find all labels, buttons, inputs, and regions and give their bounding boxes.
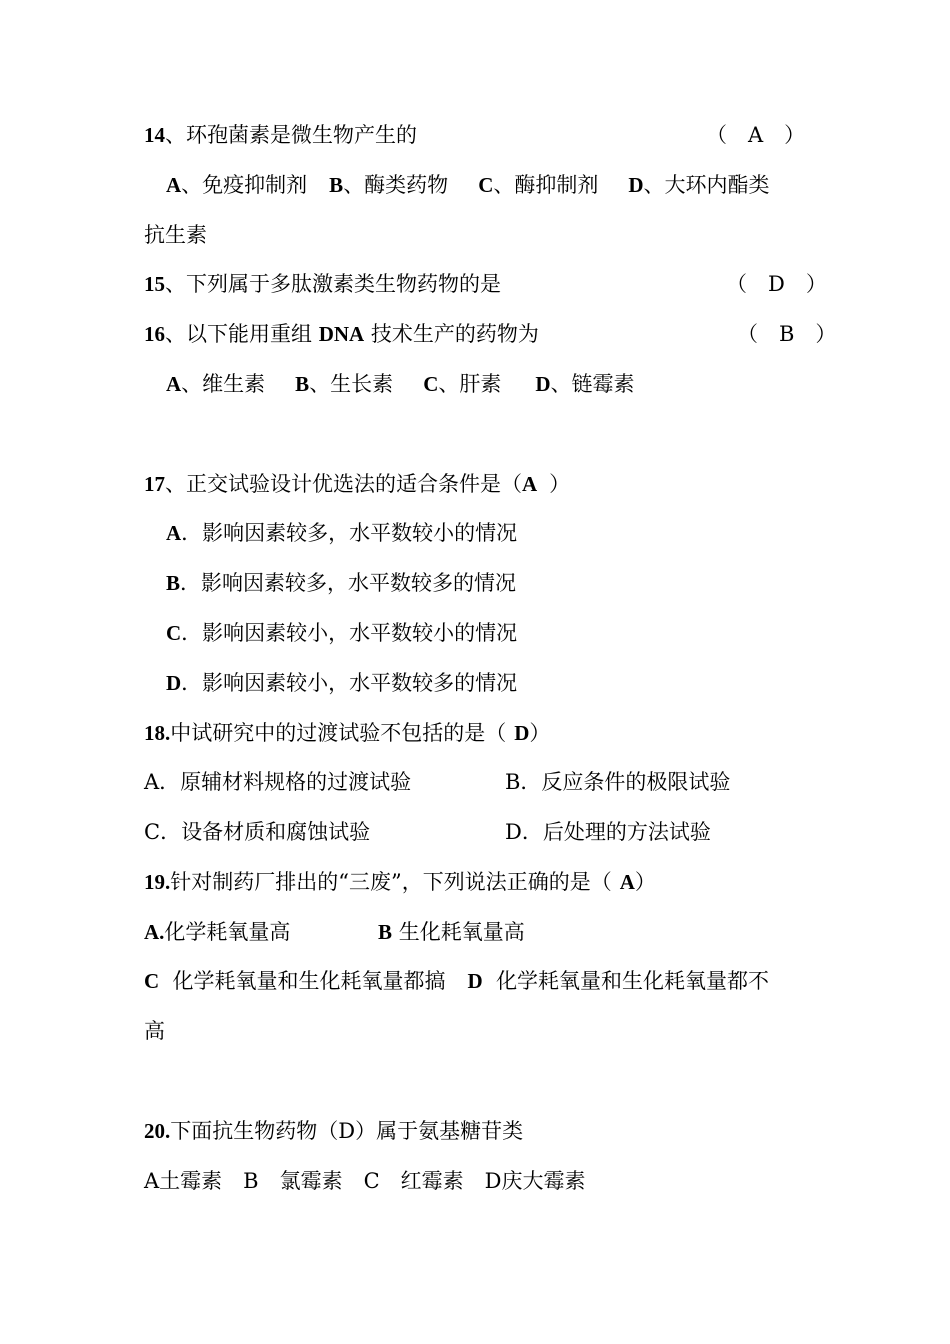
q20-options: A土霉素 B 氯霉素 C 红霉素 D庆大霉素 <box>144 1169 586 1193</box>
q14-options: A、免疫抑制剂 B、酶类药物 C、酶抑制剂 D、大环内酯类 <box>166 173 770 197</box>
q16-stem: 16、以下能用重组 DNA 技术生产的药物为 <box>144 322 539 346</box>
q15-answer: （ D ） <box>726 272 827 296</box>
q14-options-cont: 抗生素 <box>144 223 207 247</box>
q16-options: A、维生素 B、生长素 C、肝素 D、链霉素 <box>166 372 635 396</box>
q19-options-cd: C 化学耗氧量和生化耗氧量都搞 D 化学耗氧量和生化耗氧量都不 <box>144 969 770 993</box>
q15-stem: 15、下列属于多肽激素类生物药物的是 <box>144 272 501 296</box>
q14-answer: （ A ） <box>706 123 806 147</box>
q18-option-a: A．原辅材料规格的过渡试验 <box>144 770 412 794</box>
q17-stem: 17、正交试验设计优选法的适合条件是（A ） <box>144 472 571 496</box>
q17-option-a: A．影响因素较多，水平数较小的情况 <box>166 521 518 545</box>
q17-option-c: C．影响因素较小，水平数较小的情况 <box>166 621 518 645</box>
q16-answer: （ B ） <box>737 322 837 346</box>
q17-option-d: D．影响因素较小，水平数较多的情况 <box>166 671 518 695</box>
q19-option-b: B 生化耗氧量高 <box>378 920 525 944</box>
q18-option-b: B．反应条件的极限试验 <box>505 770 731 794</box>
q19-options-cont: 高 <box>144 1019 165 1043</box>
q14-stem: 14、环孢菌素是微生物产生的 <box>144 123 417 147</box>
q18-stem: 18.中试研究中的过渡试验不包括的是（ D） <box>144 721 551 745</box>
q19-option-a: A.化学耗氧量高 <box>144 920 291 944</box>
q20-stem: 20.下面抗生物药物（D）属于氨基糖苷类 <box>144 1119 524 1143</box>
q18-option-c: C．设备材质和腐蚀试验 <box>144 820 371 844</box>
q18-option-d: D．后处理的方法试验 <box>505 820 711 844</box>
q19-stem: 19.针对制药厂排出的“三废”，下列说法正确的是（ A） <box>144 870 656 894</box>
q17-option-b: B．影响因素较多，水平数较多的情况 <box>166 571 517 595</box>
